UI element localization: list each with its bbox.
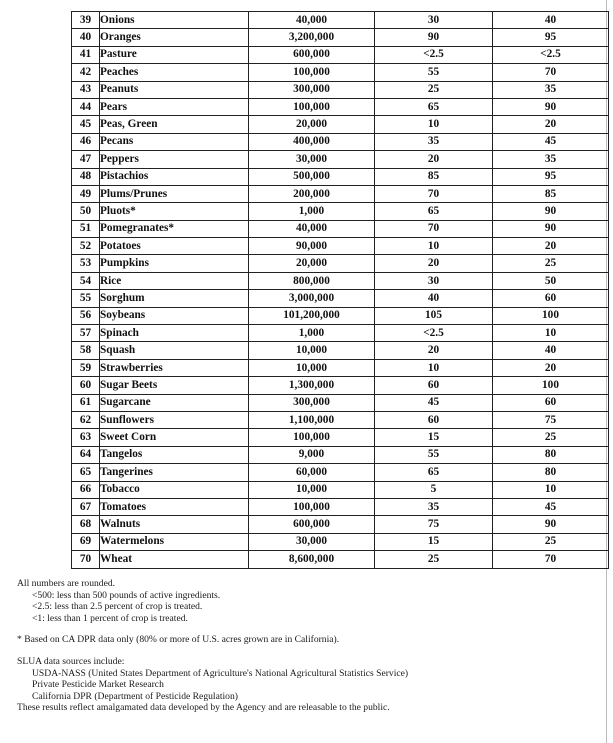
pounds-active-ingredient: 60,000	[249, 464, 375, 481]
pounds-active-ingredient: 30,000	[249, 151, 375, 168]
row-number: 66	[72, 481, 100, 498]
pounds-active-ingredient: 300,000	[249, 394, 375, 411]
pounds-active-ingredient: 200,000	[249, 185, 375, 202]
row-number: 50	[72, 203, 100, 220]
table-row	[72, 12, 609, 29]
max-percent-treated: 10	[493, 325, 609, 342]
avg-percent-treated: 55	[375, 446, 493, 463]
max-percent-treated: 25	[493, 255, 609, 272]
table-row	[72, 98, 609, 115]
row-number: 43	[72, 81, 100, 98]
max-percent-treated: 70	[493, 64, 609, 81]
table-row	[72, 168, 609, 185]
pounds-active-ingredient: 400,000	[249, 133, 375, 150]
avg-percent-treated: 10	[375, 116, 493, 133]
pounds-active-ingredient: 30,000	[249, 533, 375, 550]
max-percent-treated: 85	[493, 185, 609, 202]
crop-name: Peas, Green	[100, 116, 249, 133]
crop-name: Tobacco	[100, 481, 249, 498]
max-percent-treated: 60	[493, 394, 609, 411]
pounds-active-ingredient: 100,000	[249, 64, 375, 81]
avg-percent-treated: 60	[375, 411, 493, 428]
sources-heading: SLUA data sources include:	[17, 655, 125, 667]
table-row	[72, 481, 609, 498]
avg-percent-treated: 25	[375, 81, 493, 98]
pounds-active-ingredient: 100,000	[249, 498, 375, 515]
avg-percent-treated: 30	[375, 12, 493, 29]
table-row	[72, 429, 609, 446]
max-percent-treated: 60	[493, 290, 609, 307]
max-percent-treated: <2.5	[493, 46, 609, 63]
crop-name: Pasture	[100, 46, 249, 63]
avg-percent-treated: 75	[375, 516, 493, 533]
table-row	[72, 342, 609, 359]
avg-percent-treated: 10	[375, 359, 493, 376]
table-row	[72, 411, 609, 428]
crop-name: Strawberries	[100, 359, 249, 376]
row-number: 62	[72, 411, 100, 428]
max-percent-treated: 45	[493, 498, 609, 515]
source-ca-dpr: California DPR (Department of Pesticide Regulation)	[32, 690, 238, 702]
pounds-active-ingredient: 1,100,000	[249, 411, 375, 428]
row-number: 48	[72, 168, 100, 185]
row-number: 52	[72, 238, 100, 255]
table-row	[72, 220, 609, 237]
crop-name: Tangerines	[100, 464, 249, 481]
crop-name: Pomegranates*	[100, 220, 249, 237]
source-market-research: Private Pesticide Market Research	[32, 679, 164, 691]
crop-name: Rice	[100, 272, 249, 289]
note-lt1: <1: less than 1 percent of crop is treated.	[32, 612, 188, 624]
disclaimer: These results reflect amalgamated data developed by the Agency and are releasable to the public.	[17, 702, 390, 714]
avg-percent-treated: 10	[375, 238, 493, 255]
table-row	[72, 46, 609, 63]
crop-name: Pumpkins	[100, 255, 249, 272]
crop-name: Oranges	[100, 29, 249, 46]
crop-name: Sorghum	[100, 290, 249, 307]
max-percent-treated: 20	[493, 238, 609, 255]
avg-percent-treated: 30	[375, 272, 493, 289]
source-usda-nass: USDA-NASS (United States Department of Agriculture's National Agricultural Statistics Service)	[32, 667, 409, 679]
pounds-active-ingredient: 40,000	[249, 220, 375, 237]
max-percent-treated: 90	[493, 98, 609, 115]
table-row	[72, 203, 609, 220]
row-number: 61	[72, 394, 100, 411]
avg-percent-treated: 20	[375, 151, 493, 168]
max-percent-treated: 35	[493, 81, 609, 98]
pounds-active-ingredient: 1,000	[249, 325, 375, 342]
max-percent-treated: 100	[493, 377, 609, 394]
pounds-active-ingredient: 101,200,000	[249, 307, 375, 324]
max-percent-treated: 20	[493, 359, 609, 376]
avg-percent-treated: 35	[375, 498, 493, 515]
table-row	[72, 151, 609, 168]
avg-percent-treated: 65	[375, 98, 493, 115]
table-row	[72, 64, 609, 81]
row-number: 46	[72, 133, 100, 150]
row-number: 40	[72, 29, 100, 46]
avg-percent-treated: 105	[375, 307, 493, 324]
table-row	[72, 307, 609, 324]
row-number: 55	[72, 290, 100, 307]
table-row	[72, 185, 609, 202]
pounds-active-ingredient: 8,600,000	[249, 551, 375, 568]
crop-name: Pistachios	[100, 168, 249, 185]
crop-name: Potatoes	[100, 238, 249, 255]
row-number: 45	[72, 116, 100, 133]
crop-name: Wheat	[100, 551, 249, 568]
avg-percent-treated: 65	[375, 464, 493, 481]
crop-name: Pecans	[100, 133, 249, 150]
row-number: 53	[72, 255, 100, 272]
row-number: 68	[72, 516, 100, 533]
note-asterisk: * Based on CA DPR data only (80% or more of U.S. acres grown are in California).	[17, 634, 340, 646]
table-row	[72, 325, 609, 342]
max-percent-treated: 35	[493, 151, 609, 168]
table-row	[72, 533, 609, 550]
max-percent-treated: 45	[493, 133, 609, 150]
max-percent-treated: 80	[493, 446, 609, 463]
avg-percent-treated: 60	[375, 377, 493, 394]
table-row	[72, 255, 609, 272]
avg-percent-treated: 20	[375, 255, 493, 272]
avg-percent-treated: 85	[375, 168, 493, 185]
table-row	[72, 272, 609, 289]
row-number: 59	[72, 359, 100, 376]
crop-name: Peanuts	[100, 81, 249, 98]
table-row	[72, 290, 609, 307]
row-number: 70	[72, 551, 100, 568]
pounds-active-ingredient: 800,000	[249, 272, 375, 289]
crop-name: Walnuts	[100, 516, 249, 533]
row-number: 42	[72, 64, 100, 81]
crop-name: Pluots*	[100, 203, 249, 220]
crop-name: Tangelos	[100, 446, 249, 463]
pounds-active-ingredient: 600,000	[249, 46, 375, 63]
max-percent-treated: 75	[493, 411, 609, 428]
max-percent-treated: 90	[493, 203, 609, 220]
max-percent-treated: 25	[493, 533, 609, 550]
row-number: 63	[72, 429, 100, 446]
pounds-active-ingredient: 1,300,000	[249, 377, 375, 394]
crop-name: Sweet Corn	[100, 429, 249, 446]
table-row	[72, 498, 609, 515]
avg-percent-treated: 45	[375, 394, 493, 411]
pounds-active-ingredient: 20,000	[249, 116, 375, 133]
pounds-active-ingredient: 100,000	[249, 429, 375, 446]
crop-name: Sunflowers	[100, 411, 249, 428]
row-number: 56	[72, 307, 100, 324]
avg-percent-treated: <2.5	[375, 46, 493, 63]
max-percent-treated: 25	[493, 429, 609, 446]
pounds-active-ingredient: 3,000,000	[249, 290, 375, 307]
max-percent-treated: 95	[493, 168, 609, 185]
table-row	[72, 29, 609, 46]
row-number: 44	[72, 98, 100, 115]
max-percent-treated: 50	[493, 272, 609, 289]
pounds-active-ingredient: 10,000	[249, 359, 375, 376]
avg-percent-treated: 40	[375, 290, 493, 307]
row-number: 64	[72, 446, 100, 463]
max-percent-treated: 20	[493, 116, 609, 133]
max-percent-treated: 80	[493, 464, 609, 481]
note-lt500: <500: less than 500 pounds of active ingredients.	[32, 589, 221, 601]
table-row	[72, 238, 609, 255]
row-number: 51	[72, 220, 100, 237]
pounds-active-ingredient: 9,000	[249, 446, 375, 463]
table-row	[72, 81, 609, 98]
table-row	[72, 464, 609, 481]
note-rounded: All numbers are rounded.	[17, 578, 116, 589]
pounds-active-ingredient: 20,000	[249, 255, 375, 272]
table-row	[72, 116, 609, 133]
pounds-active-ingredient: 600,000	[249, 516, 375, 533]
table-body	[72, 12, 609, 569]
crop-name: Spinach	[100, 325, 249, 342]
avg-percent-treated: 70	[375, 220, 493, 237]
avg-percent-treated: 25	[375, 551, 493, 568]
row-number: 58	[72, 342, 100, 359]
table-row	[72, 446, 609, 463]
pounds-active-ingredient: 10,000	[249, 481, 375, 498]
crop-name: Watermelons	[100, 533, 249, 550]
avg-percent-treated: 5	[375, 481, 493, 498]
max-percent-treated: 40	[493, 12, 609, 29]
max-percent-treated: 10	[493, 481, 609, 498]
crop-name: Onions	[100, 12, 249, 29]
max-percent-treated: 100	[493, 307, 609, 324]
avg-percent-treated: 65	[375, 203, 493, 220]
row-number: 41	[72, 46, 100, 63]
table-row	[72, 551, 609, 568]
note-lt25: <2.5: less than 2.5 percent of crop is treated.	[32, 601, 203, 613]
max-percent-treated: 90	[493, 220, 609, 237]
pounds-active-ingredient: 500,000	[249, 168, 375, 185]
avg-percent-treated: 90	[375, 29, 493, 46]
crop-name: Sugarcane	[100, 394, 249, 411]
pounds-active-ingredient: 100,000	[249, 98, 375, 115]
row-number: 65	[72, 464, 100, 481]
table-row	[72, 133, 609, 150]
avg-percent-treated: <2.5	[375, 325, 493, 342]
crop-name: Peaches	[100, 64, 249, 81]
pounds-active-ingredient: 10,000	[249, 342, 375, 359]
row-number: 69	[72, 533, 100, 550]
crop-usage-table	[71, 11, 609, 569]
row-number: 47	[72, 151, 100, 168]
crop-name: Pears	[100, 98, 249, 115]
crop-name: Sugar Beets	[100, 377, 249, 394]
table-row	[72, 516, 609, 533]
max-percent-treated: 90	[493, 516, 609, 533]
crop-name: Squash	[100, 342, 249, 359]
table-row	[72, 377, 609, 394]
row-number: 60	[72, 377, 100, 394]
row-number: 67	[72, 498, 100, 515]
avg-percent-treated: 55	[375, 64, 493, 81]
avg-percent-treated: 70	[375, 185, 493, 202]
crop-name: Peppers	[100, 151, 249, 168]
crop-name: Plums/Prunes	[100, 185, 249, 202]
pounds-active-ingredient: 40,000	[249, 12, 375, 29]
footnotes	[17, 578, 597, 714]
max-percent-treated: 70	[493, 551, 609, 568]
avg-percent-treated: 15	[375, 533, 493, 550]
avg-percent-treated: 35	[375, 133, 493, 150]
pounds-active-ingredient: 90,000	[249, 238, 375, 255]
max-percent-treated: 40	[493, 342, 609, 359]
row-number: 54	[72, 272, 100, 289]
pounds-active-ingredient: 1,000	[249, 203, 375, 220]
table-row	[72, 359, 609, 376]
crop-name: Soybeans	[100, 307, 249, 324]
max-percent-treated: 95	[493, 29, 609, 46]
avg-percent-treated: 15	[375, 429, 493, 446]
pounds-active-ingredient: 300,000	[249, 81, 375, 98]
crop-name: Tomatoes	[100, 498, 249, 515]
table-row	[72, 394, 609, 411]
pounds-active-ingredient: 3,200,000	[249, 29, 375, 46]
row-number: 57	[72, 325, 100, 342]
row-number: 49	[72, 185, 100, 202]
avg-percent-treated: 20	[375, 342, 493, 359]
row-number: 39	[72, 12, 100, 29]
